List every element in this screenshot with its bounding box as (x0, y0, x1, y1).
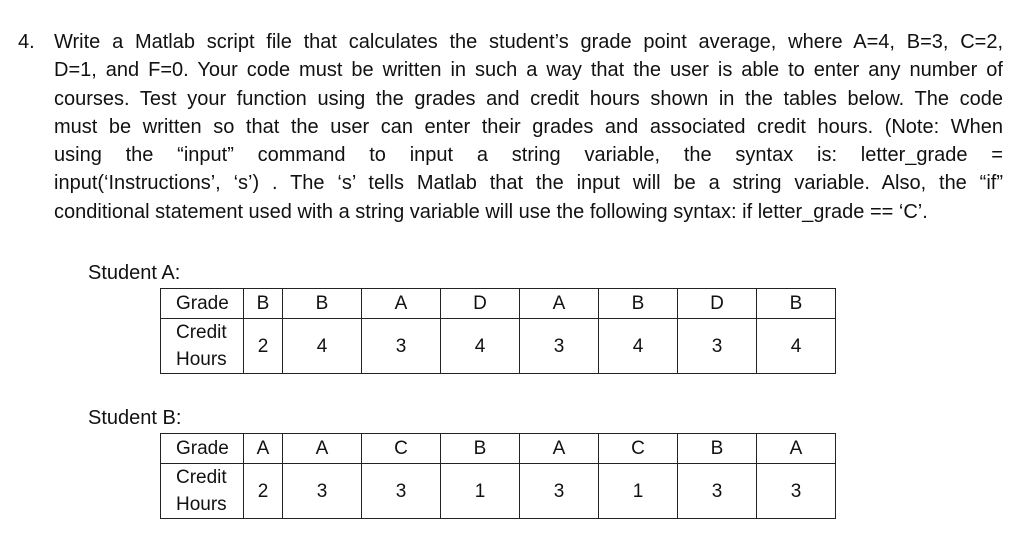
grade-cell: B (244, 289, 283, 319)
grade-row (161, 434, 836, 464)
credit-cell: 1 (599, 464, 678, 519)
credit-header-line2: Hours (176, 494, 227, 515)
grade-cell: B (757, 289, 836, 319)
grade-cell: A (244, 434, 283, 464)
problem-line: D=1, and F=0. Your code must be written in such a way that the user is able to enter any number of (54, 59, 1003, 82)
credit-row (161, 464, 836, 519)
credit-cell: 2 (244, 464, 283, 519)
grade-cell: B (678, 434, 757, 464)
credit-cell: 2 (244, 319, 283, 374)
credit-cell: 4 (757, 319, 836, 374)
credit-cell: 3 (520, 319, 599, 374)
credit-header-line1: Credit (176, 467, 227, 488)
problem-line: using the “input” command to input a string variable, the syntax is: letter_grade = (54, 144, 1003, 167)
problem-line: Write a Matlab script file that calculates the student’s grade point average, where A=4, B=3, C=2, (54, 31, 1003, 53)
grade-cell: D (678, 289, 757, 319)
credit-hours-header (161, 319, 244, 374)
credit-cell: 3 (283, 464, 362, 519)
grade-cell: D (441, 289, 520, 319)
student-a-label: Student A: (88, 262, 181, 284)
grade-cell: C (362, 434, 441, 464)
problem-line: must be written so that the user can enter their grades and associated credit hours. (Note: When (54, 115, 1003, 138)
grade-header: Grade (161, 289, 244, 319)
student-b-label: Student B: (88, 407, 182, 429)
credit-cell: 4 (283, 319, 362, 374)
grade-cell: B (441, 434, 520, 464)
credit-cell: 4 (599, 319, 678, 374)
credit-cell: 1 (441, 464, 520, 519)
grade-cell: A (520, 434, 599, 464)
grade-cell: A (283, 434, 362, 464)
grade-cell: A (362, 289, 441, 319)
problem-line: conditional statement used with a string variable will use the following syntax: if letter_grade == ‘C’. (54, 200, 928, 223)
grade-cell: A (757, 434, 836, 464)
credit-header-line1: Credit (176, 322, 227, 343)
grade-cell: B (599, 289, 678, 319)
credit-header-line2: Hours (176, 349, 227, 370)
problem-line: courses. Test your function using the grades and credit hours shown in the tables below. The code (54, 87, 1003, 110)
credit-cell: 3 (678, 464, 757, 519)
problem-statement (18, 28, 1003, 226)
problem-line: input(‘Instructions’, ‘s’) . The ‘s’ tells Matlab that the input will be a string variable. Also, the “if” (54, 172, 1003, 195)
grade-cell: A (520, 289, 599, 319)
credit-cell: 3 (362, 464, 441, 519)
grade-cell: C (599, 434, 678, 464)
grade-cell: B (283, 289, 362, 319)
credit-row (161, 319, 836, 374)
student-b-table (160, 433, 836, 519)
credit-cell: 3 (362, 319, 441, 374)
credit-cell: 3 (520, 464, 599, 519)
credit-cell: 3 (678, 319, 757, 374)
credit-cell: 4 (441, 319, 520, 374)
student-a-table (160, 288, 836, 374)
grade-header: Grade (161, 434, 244, 464)
credit-cell: 3 (757, 464, 836, 519)
grade-row (161, 289, 836, 319)
credit-hours-header (161, 464, 244, 519)
problem-text (54, 28, 1003, 226)
problem-number: 4. (18, 31, 35, 53)
